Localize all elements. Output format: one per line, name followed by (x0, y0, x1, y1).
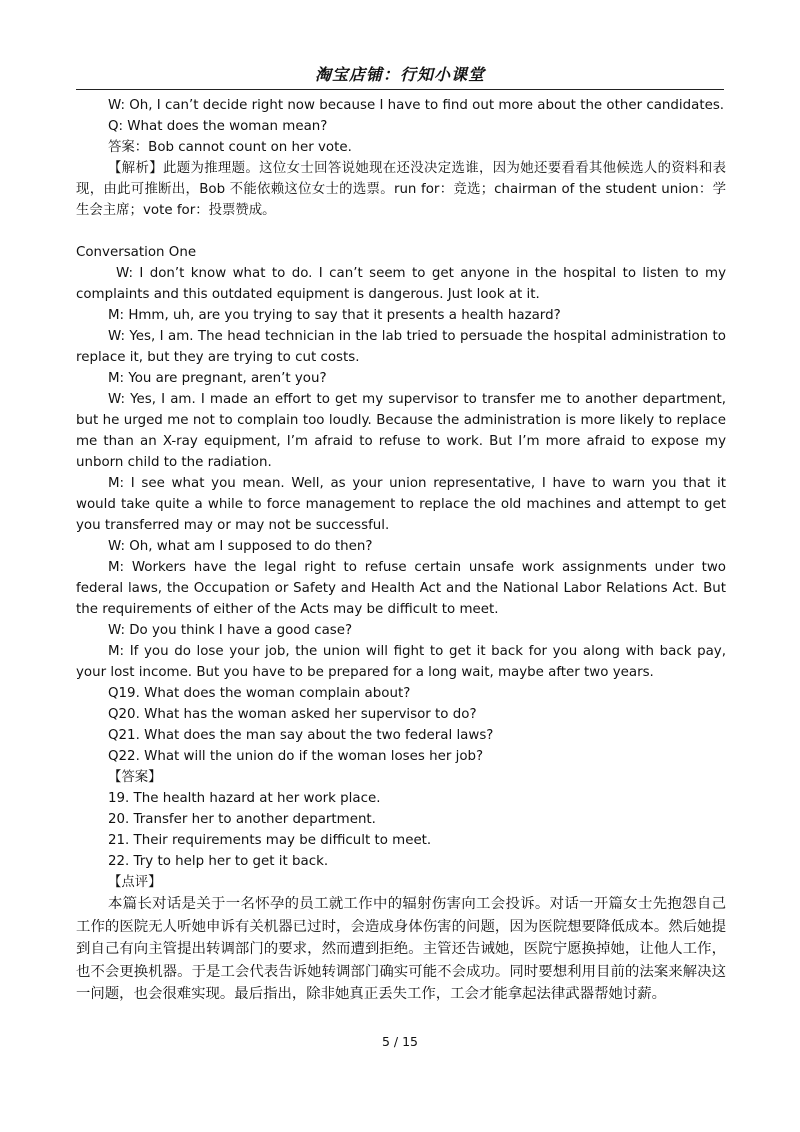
header-rule (76, 89, 724, 90)
dialogue-line: M: I see what you mean. Well, as your union representative, I have to warn you that it would take quite a while to force management to replace the old machines and attempt to get you transferred may or may not be successful. (76, 476, 726, 533)
dialogue-line: W: I don’t know what to do. I can’t seem to get anyone in the hospital to listen to my complaints and this outdated equipment is dangerous. Just look at it. (76, 266, 726, 302)
dialogue-line: M: Hmm, uh, are you trying to say that it presents a health hazard? (108, 308, 561, 323)
answer-22: 22. Try to help her to get it back. (108, 854, 329, 869)
question-q20: Q20. What has the woman asked her supervisor to do? (108, 707, 477, 722)
dialogue-line: M: You are pregnant, aren’t you? (108, 371, 327, 386)
dialogue-line: W: Do you think I have a good case? (108, 623, 353, 638)
dialogue-line: W: Yes, I am. I made an effort to get my supervisor to transfer me to another department, but he urged me not to complain too loudly. Because the administration is more likely to replace me than an X-ray equipment, I’m afraid to refuse to work. But I’m more afraid to expose my unborn child to the radiation. (76, 392, 726, 470)
dialogue-line: M: Workers have the legal right to refuse certain unsafe work assignments under two federal laws, the Occupation or Safety and Health Act and the National Labor Relations Act. But the requirements of either of the Acts may be difficult to meet. (76, 560, 726, 617)
document-body (76, 95, 726, 1006)
answer-20: 20. Transfer her to another department. (108, 812, 376, 827)
comment-text: 本篇长对话是关于一名怀孕的员工就工作中的辐射伤害向工会投诉。对话一开篇女士先抱怨自己工作的医院无人听她申诉有关机器已过时，会造成身体伤害的问题，因为医院想要降低成本。然后她提到自己有向主管提出转调部门的要求，然而遭到拒绝。主管还告诫她，医院宁愿换掉她，让他人工作，也不会更换机器。于是工会代表告诉她转调部门确实可能不会成功。同时要想利用目前的法案来解决这一问题，也会很难实现。最后指出，除非她真正丢失工作，工会才能拿起法律武器帮她讨薪。 (76, 896, 726, 1002)
intro-question: Q: What does the woman mean? (108, 119, 328, 134)
intro-analysis: 【解析】此题为推理题。这位女士回答说她现在还没决定选谁，因为她还要看看其他候选人的资料和表现，由此可推断出，Bob 不能依赖这位女士的选票。run for：竞选；chairman of the student union：学生会主席；vote for：投票赞成。 (76, 161, 726, 218)
conversation-title: Conversation One (76, 245, 197, 260)
question-q22: Q22. What will the union do if the woman loses her job? (108, 749, 484, 764)
spacer (76, 221, 726, 242)
comment-heading: 【点评】 (108, 875, 162, 890)
question-q19: Q19. What does the woman complain about? (108, 686, 411, 701)
answer-heading: 【答案】 (108, 770, 162, 785)
intro-answer: 答案：Bob cannot count on her vote. (108, 140, 352, 155)
page-header-title: 淘宝店铺：行知小课堂 (314, 65, 485, 84)
answer-19: 19. The health hazard at her work place. (108, 791, 381, 806)
answer-21: 21. Their requirements may be difficult to meet. (108, 833, 432, 848)
question-q21: Q21. What does the man say about the two federal laws? (108, 728, 494, 743)
intro-w-line: W: Oh, I can’t decide right now because I have to find out more about the other candidates. (108, 98, 725, 113)
dialogue-line: W: Yes, I am. The head technician in the lab tried to persuade the hospital administration to replace it, but they are trying to cut costs. (76, 329, 726, 365)
dialogue-line: W: Oh, what am I supposed to do then? (108, 539, 373, 554)
dialogue-line: M: If you do lose your job, the union will fight to get it back for you along with back pay, your lost income. But you have to be prepared for a long wait, maybe after two years. (76, 644, 726, 680)
page-number: 5 / 15 (381, 1034, 419, 1049)
